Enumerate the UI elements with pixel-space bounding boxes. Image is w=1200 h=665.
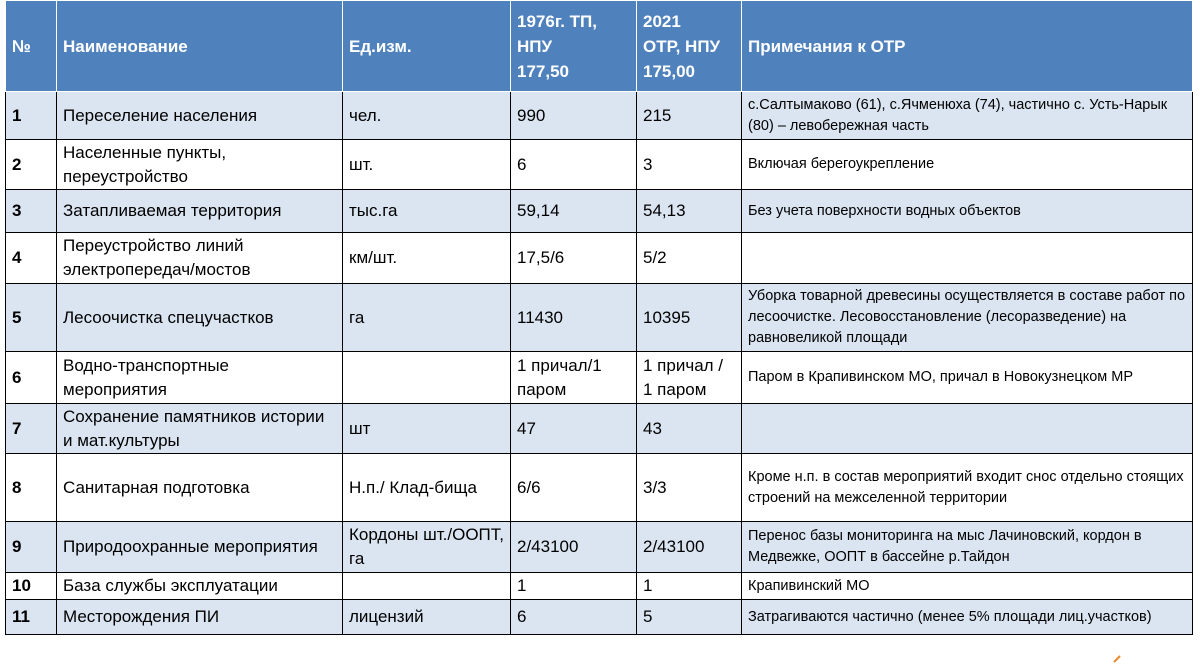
table-row: [6, 190, 1193, 233]
row-value-1976: 11430: [511, 284, 637, 352]
row-number: 10: [6, 573, 57, 600]
row-value-2021: 1: [637, 573, 742, 600]
row-value-1976: 6/6: [511, 454, 637, 522]
row-value-1976: 990: [511, 92, 637, 140]
row-name: Природоохранные мероприятия: [57, 522, 343, 573]
header-notes: Примечания к ОТР: [742, 1, 1193, 92]
row-notes: Крапивинский МО: [742, 573, 1193, 600]
row-value-1976: 6: [511, 140, 637, 190]
row-value-2021: 3: [637, 140, 742, 190]
row-unit: Кордоны шт./ООПТ, га: [343, 522, 511, 573]
table-row: [6, 92, 1193, 140]
row-value-2021: 5/2: [637, 233, 742, 284]
row-unit: тыс.га: [343, 190, 511, 233]
table-row: [6, 522, 1193, 573]
row-notes: Затрагиваются частично (менее 5% площади лиц.участков): [742, 600, 1193, 635]
row-name: Переселение населения: [57, 92, 343, 140]
row-number: 2: [6, 140, 57, 190]
row-value-1976: 2/43100: [511, 522, 637, 573]
row-value-1976: 1 причал/1 паром: [511, 352, 637, 404]
row-number: 11: [6, 600, 57, 635]
row-notes: Перенос базы мониторинга на мыс Лачиновский, кордон в Медвежке, ООПТ в бассейне р.Тайдон: [742, 522, 1193, 573]
row-number: 9: [6, 522, 57, 573]
row-name: Сохранение памятников истории и мат.культуры: [57, 404, 343, 454]
row-name: Месторождения ПИ: [57, 600, 343, 635]
row-notes: [742, 233, 1193, 284]
header-row: [6, 1, 1193, 92]
row-notes: [742, 404, 1193, 454]
row-notes: Кроме н.п. в состав мероприятий входит снос отдельно стоящих строений на межселенной территории: [742, 454, 1193, 522]
table-row: [6, 140, 1193, 190]
row-notes: с.Салтымаково (61), с.Ячменюха (74), частично с. Усть-Нарык (80) – левобережная часть: [742, 92, 1193, 140]
row-unit: [343, 352, 511, 404]
row-value-2021: 54,13: [637, 190, 742, 233]
row-number: 4: [6, 233, 57, 284]
row-value-1976: 17,5/6: [511, 233, 637, 284]
row-value-1976: 1: [511, 573, 637, 600]
table-row: [6, 454, 1193, 522]
accent-mark-icon: [1113, 655, 1121, 663]
row-unit: Н.п./ Клад-бища: [343, 454, 511, 522]
row-unit: шт.: [343, 140, 511, 190]
row-name: База службы эксплуатации: [57, 573, 343, 600]
row-value-2021: 2/43100: [637, 522, 742, 573]
row-name: Переустройство линий электропередач/мостов: [57, 233, 343, 284]
comparison-table: [5, 0, 1193, 635]
row-number: 7: [6, 404, 57, 454]
row-name: Лесоочистка спецучастков: [57, 284, 343, 352]
row-unit: км/шт.: [343, 233, 511, 284]
row-value-1976: 59,14: [511, 190, 637, 233]
row-name: Населенные пункты, переустройство: [57, 140, 343, 190]
row-unit: га: [343, 284, 511, 352]
row-number: 3: [6, 190, 57, 233]
table-row: [6, 600, 1193, 635]
table-row: [6, 573, 1193, 600]
row-name: Водно-транспортные мероприятия: [57, 352, 343, 404]
row-notes: Паром в Крапивинском МО, причал в Новокузнецком МР: [742, 352, 1193, 404]
row-value-1976: 47: [511, 404, 637, 454]
row-unit: чел.: [343, 92, 511, 140]
row-unit: шт: [343, 404, 511, 454]
header-name: Наименование: [57, 1, 343, 92]
row-value-2021: 43: [637, 404, 742, 454]
table-row: [6, 233, 1193, 284]
table-body: [6, 92, 1193, 635]
table-row: [6, 404, 1193, 454]
header-num: №: [6, 1, 57, 92]
row-value-2021: 10395: [637, 284, 742, 352]
row-value-1976: 6: [511, 600, 637, 635]
row-notes: Без учета поверхности водных объектов: [742, 190, 1193, 233]
accent-mark-stroke: [1114, 656, 1120, 662]
row-value-2021: 1 причал / 1 паром: [637, 352, 742, 404]
row-notes: Включая берегоукрепление: [742, 140, 1193, 190]
row-number: 6: [6, 352, 57, 404]
header-2021: 2021 ОТР, НПУ 175,00: [637, 1, 742, 92]
row-value-2021: 215: [637, 92, 742, 140]
header-unit: Ед.изм.: [343, 1, 511, 92]
table-row: [6, 352, 1193, 404]
table-row: [6, 284, 1193, 352]
header-1976: 1976г. ТП, НПУ 177,50: [511, 1, 637, 92]
table-header: [6, 1, 1193, 92]
row-notes: Уборка товарной древесины осуществляется в составе работ по лесоочистке. Лесовосстановление (лесоразведение) на равновеликой площади: [742, 284, 1193, 352]
row-unit: лицензий: [343, 600, 511, 635]
row-number: 1: [6, 92, 57, 140]
row-number: 8: [6, 454, 57, 522]
row-unit: [343, 573, 511, 600]
row-value-2021: 3/3: [637, 454, 742, 522]
row-name: Санитарная подготовка: [57, 454, 343, 522]
row-number: 5: [6, 284, 57, 352]
row-value-2021: 5: [637, 600, 742, 635]
row-name: Затапливаемая территория: [57, 190, 343, 233]
